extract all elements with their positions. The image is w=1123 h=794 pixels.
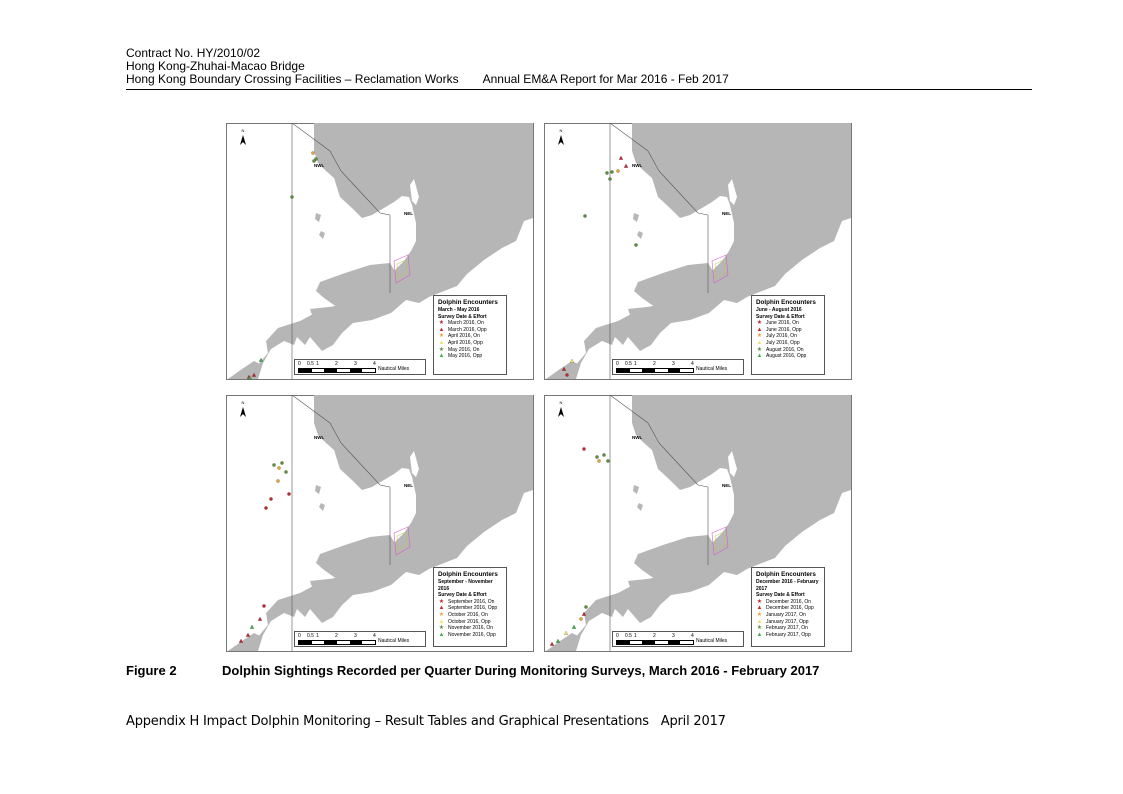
legend-item-label: September 2016, Opp bbox=[448, 605, 498, 612]
legend-item-label: June 2016, Opp bbox=[766, 326, 802, 333]
legend-item bbox=[756, 353, 820, 360]
star-marker bbox=[272, 463, 275, 466]
legend-period: June - August 2016 bbox=[756, 307, 802, 313]
star-marker bbox=[287, 492, 290, 495]
legend-item-label: December 2016, On bbox=[766, 598, 812, 605]
star-marker bbox=[616, 169, 619, 172]
legend-item bbox=[756, 327, 820, 334]
legend-item-label: September 2016, On bbox=[448, 598, 495, 605]
label-nel: NEL bbox=[722, 211, 731, 216]
map-panel-3 bbox=[226, 395, 538, 652]
legend-item bbox=[756, 320, 820, 327]
legend-item bbox=[438, 599, 502, 606]
legend-item-label: August 2016, On bbox=[766, 346, 804, 353]
legend bbox=[751, 295, 825, 375]
triangle-icon: ▲ bbox=[756, 618, 763, 625]
legend-subtitle: Survey Date & Effort bbox=[438, 592, 487, 599]
legend-item bbox=[438, 347, 502, 354]
label-nwl: NWL bbox=[314, 435, 325, 440]
star-icon: ★ bbox=[756, 598, 763, 605]
legend-item-label: November 2016, On bbox=[448, 625, 494, 632]
scale-tick-label: 0 bbox=[298, 633, 301, 639]
star-marker bbox=[280, 461, 283, 464]
page-footer bbox=[126, 714, 726, 729]
star-icon: ★ bbox=[756, 333, 763, 340]
scale-bar bbox=[612, 631, 744, 647]
star-icon: ★ bbox=[438, 333, 445, 340]
triangle-icon: ▲ bbox=[756, 339, 763, 346]
star-icon: ★ bbox=[438, 598, 445, 605]
legend-item-label: June 2016, On bbox=[766, 320, 799, 327]
legend-subtitle: Survey Date & Effort bbox=[438, 313, 487, 320]
label-nwl: NWL bbox=[632, 435, 643, 440]
legend-item-label: January 2017, On bbox=[766, 611, 806, 618]
scale-tick-label: 0 bbox=[298, 361, 301, 367]
star-icon: ★ bbox=[438, 611, 445, 618]
legend-item bbox=[438, 625, 502, 632]
scale-bar-graphic bbox=[616, 640, 694, 645]
scale-unit: Nautical Miles bbox=[378, 366, 410, 372]
legend-item bbox=[438, 333, 502, 340]
legend-item-label: November 2016, Opp bbox=[448, 631, 496, 638]
legend-item-label: May 2016, Opp bbox=[448, 353, 483, 360]
star-marker bbox=[597, 459, 600, 462]
legend-item bbox=[756, 619, 820, 626]
scale-tick-label: 0.5 bbox=[307, 361, 314, 367]
star-marker bbox=[579, 617, 582, 620]
star-marker bbox=[277, 466, 280, 469]
scale-tick-label: 4 bbox=[691, 361, 694, 367]
star-marker bbox=[565, 373, 568, 376]
triangle-icon: ▲ bbox=[756, 631, 763, 638]
legend-item-label: February 2017, Opp bbox=[766, 631, 811, 638]
scale-tick-label: 2 bbox=[335, 633, 338, 639]
triangle-icon: ▲ bbox=[438, 631, 445, 638]
triangle-icon: ▲ bbox=[438, 618, 445, 625]
label-nel: NEL bbox=[404, 483, 413, 488]
legend-period: December 2016 - February 2017 bbox=[756, 579, 819, 592]
star-marker bbox=[582, 447, 585, 450]
project-name: Hong Kong-Zhuhai-Macao Bridge bbox=[126, 59, 305, 73]
works-name: Hong Kong Boundary Crossing Facilities – Reclamation Works bbox=[126, 72, 459, 86]
footer-text: Appendix H Impact Dolphin Monitoring – Result Tables and Graphical Presentations bbox=[126, 714, 649, 729]
scale-tick-label: 0.5 bbox=[625, 361, 632, 367]
star-icon: ★ bbox=[438, 320, 445, 327]
legend-subtitle: Survey Date & Effort bbox=[756, 313, 805, 320]
star-marker bbox=[608, 177, 611, 180]
contract-number: Contract No. HY/2010/02 bbox=[126, 46, 261, 60]
scale-tick-label: 3 bbox=[354, 633, 357, 639]
scale-bar-graphic bbox=[298, 368, 376, 373]
legend-item-label: July 2016, Opp bbox=[766, 339, 800, 346]
star-marker bbox=[290, 195, 293, 198]
scale-tick-label: 0.5 bbox=[625, 633, 632, 639]
scale-unit: Nautical Miles bbox=[696, 366, 728, 372]
legend-item-label: October 2016, Opp bbox=[448, 618, 491, 625]
header-rule bbox=[126, 89, 1032, 90]
map-panel-4 bbox=[544, 395, 856, 652]
legend-title: Dolphin Encounters bbox=[438, 571, 498, 578]
legend-item bbox=[438, 320, 502, 327]
legend-item bbox=[438, 340, 502, 347]
scale-tick-label: 3 bbox=[354, 361, 357, 367]
scale-tick-label: 0 bbox=[616, 633, 619, 639]
figure-number: Figure 2 bbox=[126, 663, 177, 678]
legend-title: Dolphin Encounters bbox=[756, 571, 816, 578]
map-panel-1 bbox=[226, 123, 538, 380]
legend-item bbox=[756, 340, 820, 347]
legend-item-label: August 2016, Opp bbox=[766, 353, 807, 360]
star-icon: ★ bbox=[756, 625, 763, 632]
legend-item-label: April 2016, Opp bbox=[448, 339, 483, 346]
scale-tick-label: 3 bbox=[672, 361, 675, 367]
star-marker bbox=[584, 605, 587, 608]
scale-tick-label: 2 bbox=[335, 361, 338, 367]
legend bbox=[433, 295, 507, 375]
scale-tick-label: 1 bbox=[316, 361, 319, 367]
legend-item-label: March 2016, On bbox=[448, 320, 484, 327]
triangle-icon: ▲ bbox=[438, 326, 445, 333]
legend-item-label: May 2016, On bbox=[448, 346, 480, 353]
star-icon: ★ bbox=[756, 611, 763, 618]
triangle-icon: ▲ bbox=[756, 605, 763, 612]
triangle-icon: ▲ bbox=[438, 605, 445, 612]
scale-tick-label: 0.5 bbox=[307, 633, 314, 639]
legend-period: September - November 2016 bbox=[438, 579, 493, 592]
star-marker bbox=[606, 459, 609, 462]
triangle-icon: ▲ bbox=[438, 339, 445, 346]
triangle-icon: ▲ bbox=[756, 326, 763, 333]
scale-tick-label: 4 bbox=[691, 633, 694, 639]
scale-unit: Nautical Miles bbox=[378, 638, 410, 644]
label-nwl: NWL bbox=[632, 163, 643, 168]
scale-tick-label: 2 bbox=[653, 633, 656, 639]
legend-item-label: December 2016, Opp bbox=[766, 605, 814, 612]
scale-bar bbox=[294, 359, 426, 375]
star-marker bbox=[262, 604, 265, 607]
legend-item bbox=[756, 605, 820, 612]
star-marker bbox=[284, 470, 287, 473]
star-marker bbox=[602, 453, 605, 456]
legend-subtitle: Survey Date & Effort bbox=[756, 592, 805, 599]
star-marker bbox=[276, 479, 279, 482]
scale-bar bbox=[294, 631, 426, 647]
star-marker bbox=[634, 243, 637, 246]
scale-bar bbox=[612, 359, 744, 375]
scale-tick-label: 0 bbox=[616, 361, 619, 367]
legend-item-label: October 2016, On bbox=[448, 611, 488, 618]
star-icon: ★ bbox=[756, 346, 763, 353]
legend-item-label: February 2017, On bbox=[766, 625, 808, 632]
legend-item bbox=[756, 612, 820, 619]
scale-tick-label: 1 bbox=[316, 633, 319, 639]
scale-tick-label: 1 bbox=[634, 633, 637, 639]
legend-item bbox=[438, 327, 502, 334]
star-icon: ★ bbox=[438, 346, 445, 353]
footer-date: April 2017 bbox=[660, 714, 726, 729]
scale-tick-label: 4 bbox=[373, 361, 376, 367]
map-panel-2 bbox=[544, 123, 856, 380]
north-label: N bbox=[241, 128, 245, 133]
legend-item bbox=[438, 632, 502, 639]
star-marker bbox=[583, 214, 586, 217]
legend-item-label: January 2017, Opp bbox=[766, 618, 809, 625]
legend-item-label: April 2016, On bbox=[448, 333, 480, 340]
legend-item bbox=[438, 619, 502, 626]
legend bbox=[433, 567, 507, 647]
label-nel: NEL bbox=[722, 483, 731, 488]
figure-title: Dolphin Sightings Recorded per Quarter During Monitoring Surveys, March 2016 - February 2017 bbox=[222, 663, 820, 678]
legend-item bbox=[438, 605, 502, 612]
star-icon: ★ bbox=[756, 320, 763, 327]
scale-tick-label: 4 bbox=[373, 633, 376, 639]
legend-item bbox=[756, 625, 820, 632]
star-marker bbox=[269, 497, 272, 500]
scale-tick-label: 3 bbox=[672, 633, 675, 639]
north-label: N bbox=[241, 400, 245, 405]
figure-caption bbox=[126, 663, 1026, 678]
legend-title: Dolphin Encounters bbox=[438, 299, 498, 306]
north-label: N bbox=[559, 400, 563, 405]
legend-item bbox=[756, 347, 820, 354]
legend-period: March - May 2016 bbox=[438, 307, 480, 313]
legend-item bbox=[756, 333, 820, 340]
scale-bar-graphic bbox=[298, 640, 376, 645]
scale-tick-label: 2 bbox=[653, 361, 656, 367]
star-icon: ★ bbox=[438, 625, 445, 632]
legend bbox=[751, 567, 825, 647]
north-label: N bbox=[559, 128, 563, 133]
legend-title: Dolphin Encounters bbox=[756, 299, 816, 306]
legend-item bbox=[756, 599, 820, 606]
star-marker bbox=[264, 506, 267, 509]
star-marker bbox=[610, 170, 613, 173]
legend-item bbox=[438, 353, 502, 360]
legend-item-label: March 2016, Opp bbox=[448, 326, 487, 333]
label-nwl: NWL bbox=[314, 163, 325, 168]
report-name: Annual EM&A Report for Mar 2016 - Feb 2017 bbox=[482, 72, 729, 86]
star-marker bbox=[605, 171, 608, 174]
legend-item-label: July 2016, On bbox=[766, 333, 797, 340]
label-nel: NEL bbox=[404, 211, 413, 216]
legend-item bbox=[756, 632, 820, 639]
triangle-icon: ▲ bbox=[756, 353, 763, 360]
star-marker bbox=[595, 455, 598, 458]
star-marker bbox=[314, 157, 317, 160]
page-header bbox=[126, 47, 1032, 86]
scale-tick-label: 1 bbox=[634, 361, 637, 367]
scale-unit: Nautical Miles bbox=[696, 638, 728, 644]
scale-bar-graphic bbox=[616, 368, 694, 373]
legend-item bbox=[438, 612, 502, 619]
star-marker bbox=[311, 151, 314, 154]
triangle-icon: ▲ bbox=[438, 353, 445, 360]
